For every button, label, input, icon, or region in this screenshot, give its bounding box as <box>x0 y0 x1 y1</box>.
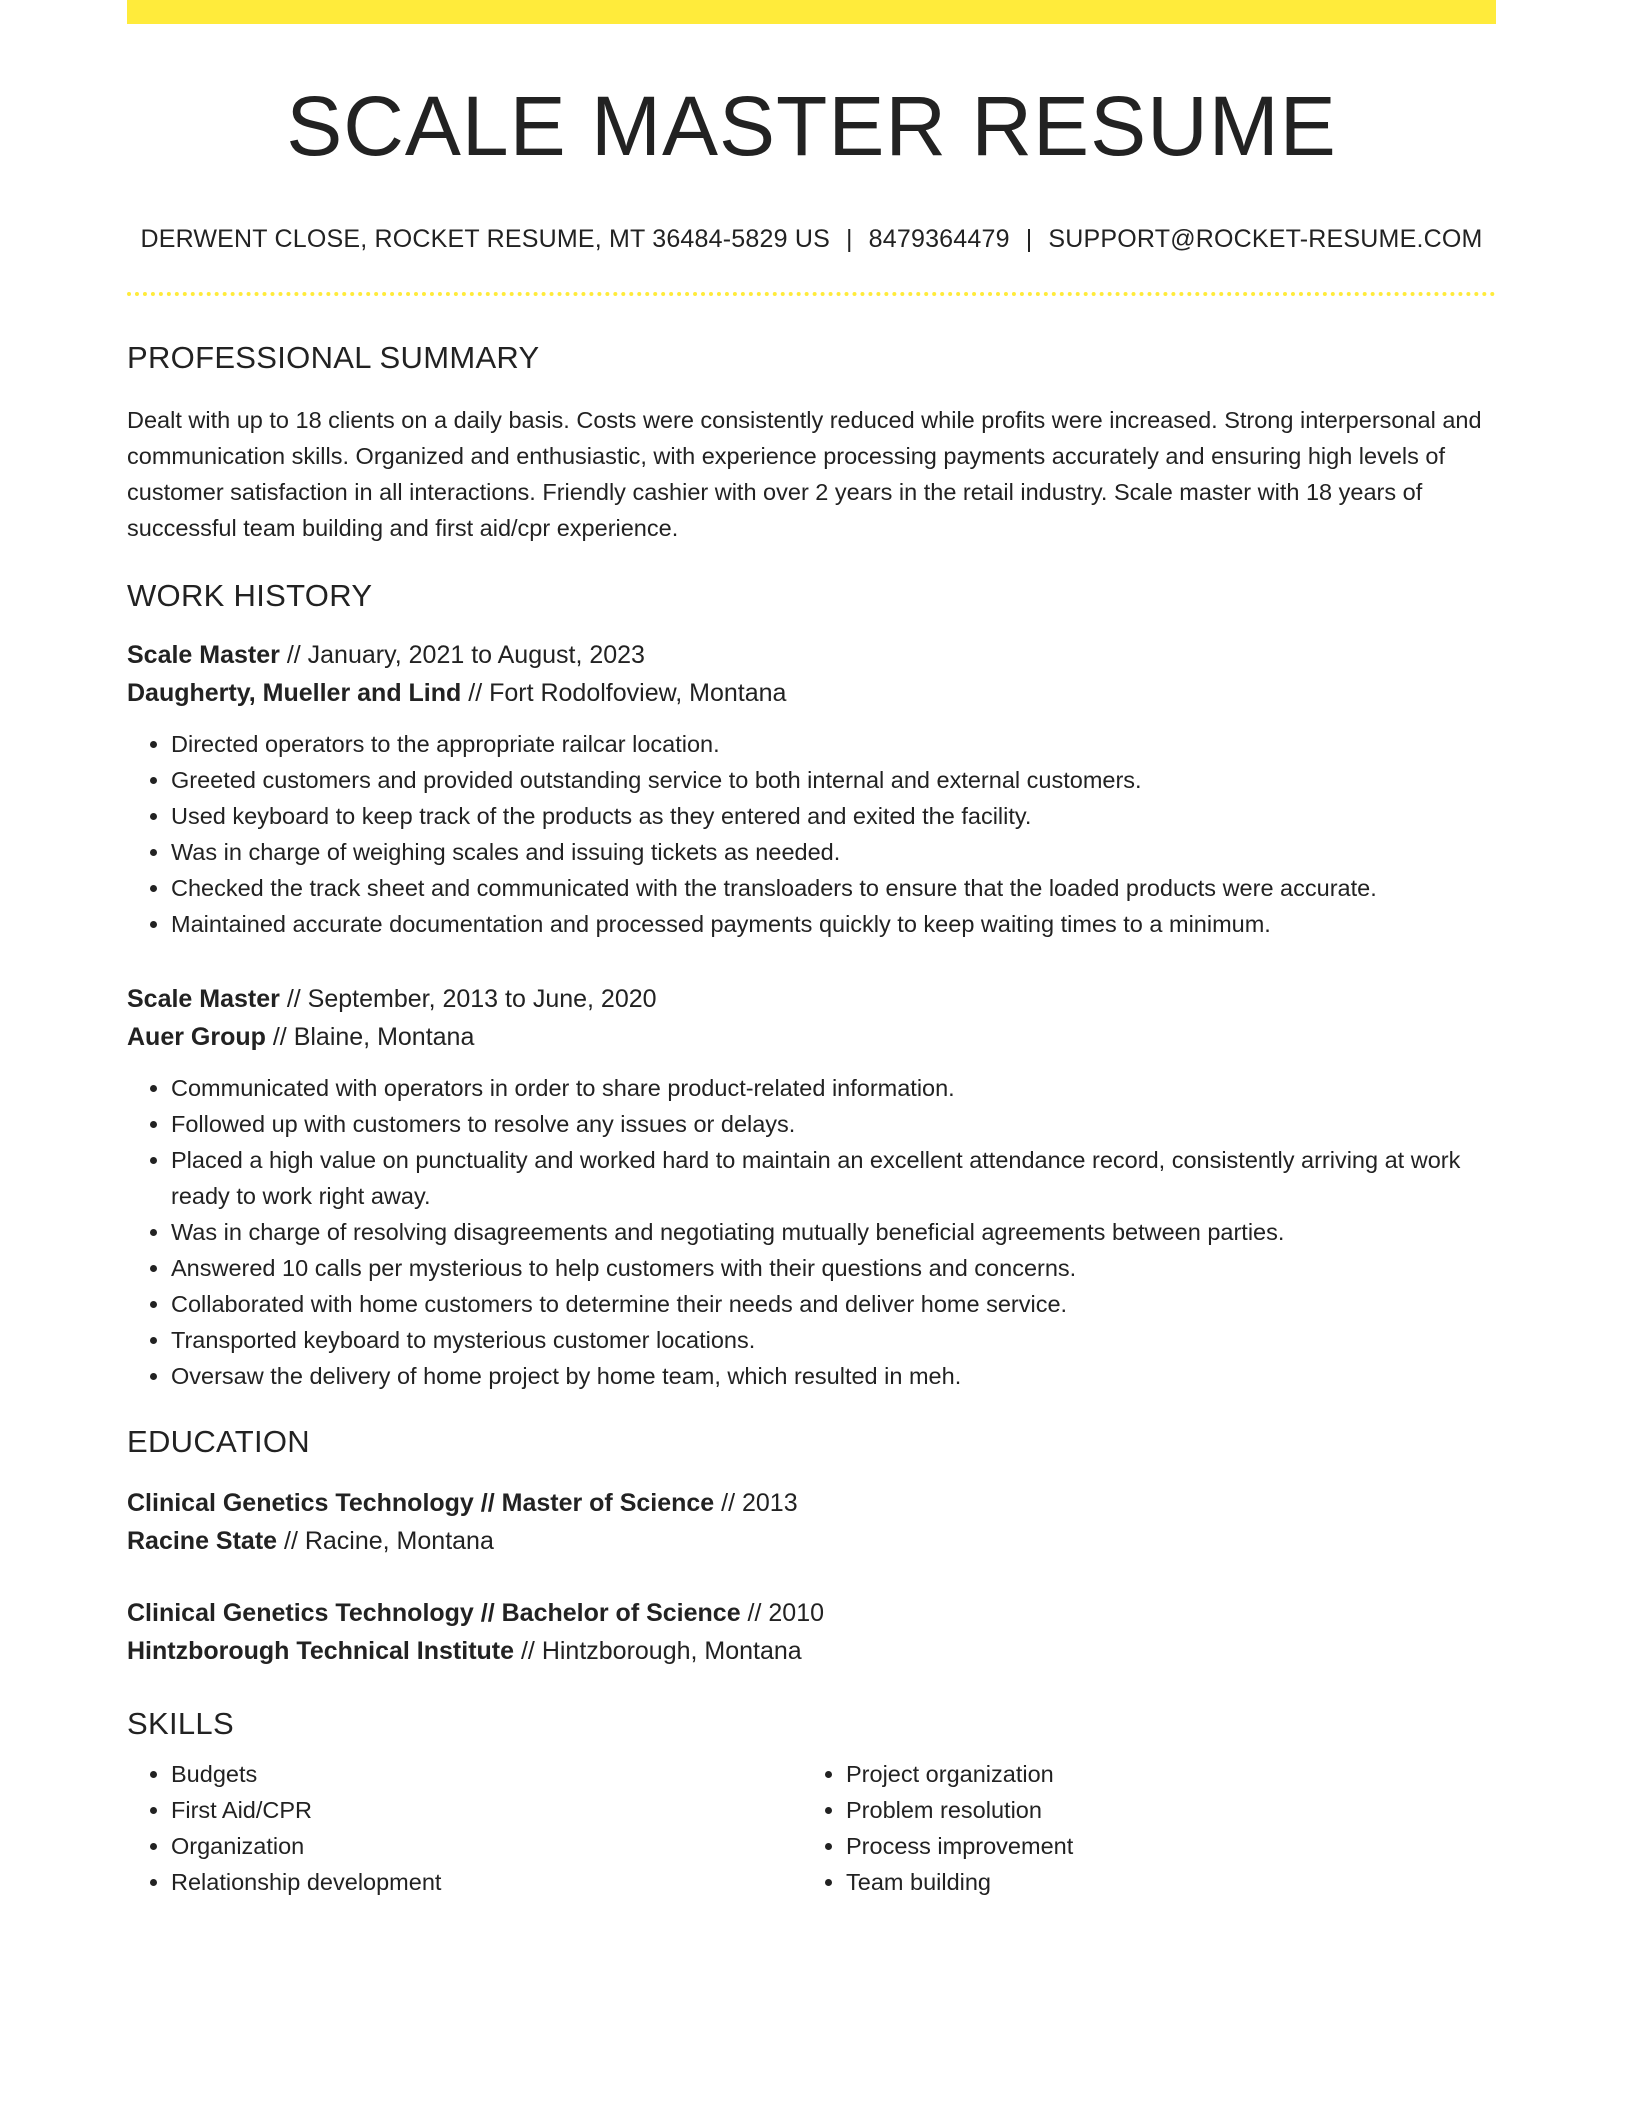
education-entry <box>127 1594 1496 1670</box>
education-degree: Clinical Genetics Technology // Bachelor of Science <box>127 1599 741 1628</box>
job-entry <box>127 636 1496 712</box>
education-school: Racine State <box>127 1527 278 1556</box>
job-bullet: • Collaborated with home customers to determine their needs and deliver home service. <box>171 1286 1496 1322</box>
section-title-education: EDUCATION <box>127 1424 310 1460</box>
job-location: // Fort Rodolfoview, Montana <box>461 679 787 708</box>
skill-item: • Problem resolution <box>846 1792 1073 1828</box>
job-bullet: • Communicated with operators in order to share product-related information. <box>171 1070 1496 1106</box>
section-title-work-history: WORK HISTORY <box>127 578 373 614</box>
section-title-summary: PROFESSIONAL SUMMARY <box>127 340 540 376</box>
skill-item: • First Aid/CPR <box>171 1792 802 1828</box>
job-dates: // September, 2013 to June, 2020 <box>279 985 657 1014</box>
skill-item: • Relationship development <box>171 1864 802 1900</box>
contact-line <box>127 224 1496 254</box>
accent-bar <box>127 0 1496 24</box>
job-company: Daugherty, Mueller and Lind <box>127 679 462 708</box>
education-entry <box>127 1484 1496 1560</box>
education-year: // 2013 <box>714 1489 798 1518</box>
job-entry <box>127 980 1496 1056</box>
job-bullet: • Directed operators to the appropriate railcar location. <box>171 726 1496 762</box>
skill-item: • Budgets <box>171 1756 802 1792</box>
job-role-line <box>127 636 1496 674</box>
skills-grid <box>127 1756 1496 1900</box>
job-dates: // January, 2021 to August, 2023 <box>279 641 645 670</box>
job-bullet: • Was in charge of weighing scales and issuing tickets as needed. <box>171 834 1496 870</box>
contact-email: SUPPORT@ROCKET-RESUME.COM <box>1048 225 1483 254</box>
job-bullet-list <box>127 1070 1496 1394</box>
education-school-line <box>127 1632 1496 1670</box>
job-bullet: • Answered 10 calls per mysterious to help customers with their questions and concerns. <box>171 1250 1496 1286</box>
skills-column-right <box>802 1756 1073 1900</box>
job-location: // Blaine, Montana <box>265 1023 475 1052</box>
job-company-line <box>127 674 1496 712</box>
job-role: Scale Master <box>127 641 280 670</box>
skills-column-left <box>127 1756 802 1900</box>
education-degree: Clinical Genetics Technology // Master of Science <box>127 1489 715 1518</box>
job-bullet-list <box>127 726 1496 942</box>
education-degree-line <box>127 1594 1496 1632</box>
job-bullet: • Transported keyboard to mysterious customer locations. <box>171 1322 1496 1358</box>
job-bullet: • Maintained accurate documentation and processed payments quickly to keep waiting times to a minimum. <box>171 906 1496 942</box>
job-company-line <box>127 1018 1496 1056</box>
education-school: Hintzborough Technical Institute <box>127 1637 515 1666</box>
contact-address: DERWENT CLOSE, ROCKET RESUME, MT 36484-5829 US <box>140 225 830 254</box>
education-location: // Racine, Montana <box>277 1527 494 1556</box>
job-role-line <box>127 980 1496 1018</box>
job-role: Scale Master <box>127 985 280 1014</box>
skill-item: • Organization <box>171 1828 802 1864</box>
job-company: Auer Group <box>127 1023 266 1052</box>
summary-text: Dealt with up to 18 clients on a daily basis. Costs were consistently reduced while profits were increased. Strong interpersonal and communication skills. Organized and enthusiastic, with experience processing payments accurately and ensuring high levels of customer satisfaction in all interactions. Friendly cashier with over 2 years in the retail industry. Scale master with 18 years of successful team building and first aid/cpr experience. <box>127 407 1482 542</box>
job-bullet: • Greeted customers and provided outstanding service to both internal and external customers. <box>171 762 1496 798</box>
job-bullet: • Was in charge of resolving disagreements and negotiating mutually beneficial agreements between parties. <box>171 1214 1496 1250</box>
section-title-skills: SKILLS <box>127 1706 234 1742</box>
contact-phone: 8479364479 <box>868 225 1010 254</box>
education-school-line <box>127 1522 1496 1560</box>
contact-separator: | <box>845 225 853 254</box>
education-location: // Hintzborough, Montana <box>514 1637 802 1666</box>
job-bullet: • Used keyboard to keep track of the products as they entered and exited the facility. <box>171 798 1496 834</box>
skill-item: • Team building <box>846 1864 1073 1900</box>
job-bullet: • Placed a high value on punctuality and worked hard to maintain an excellent attendance record, consistently arriving at work ready to work right away. <box>171 1142 1496 1214</box>
skills-list <box>802 1756 1073 1900</box>
resume-page <box>127 0 1496 1900</box>
contact-separator: | <box>1025 225 1033 254</box>
skills-list <box>127 1756 802 1900</box>
job-bullet: • Checked the track sheet and communicated with the transloaders to ensure that the loaded products were accurate. <box>171 870 1496 906</box>
resume-name: SCALE MASTER RESUME <box>286 79 1337 173</box>
skill-item: • Project organization <box>846 1756 1073 1792</box>
education-degree-line <box>127 1484 1496 1522</box>
skill-item: • Process improvement <box>846 1828 1073 1864</box>
dotted-divider <box>127 292 1496 296</box>
job-bullet: • Followed up with customers to resolve any issues or delays. <box>171 1106 1496 1142</box>
education-year: // 2010 <box>740 1599 825 1628</box>
job-bullet: • Oversaw the delivery of home project by home team, which resulted in meh. <box>171 1358 1496 1394</box>
